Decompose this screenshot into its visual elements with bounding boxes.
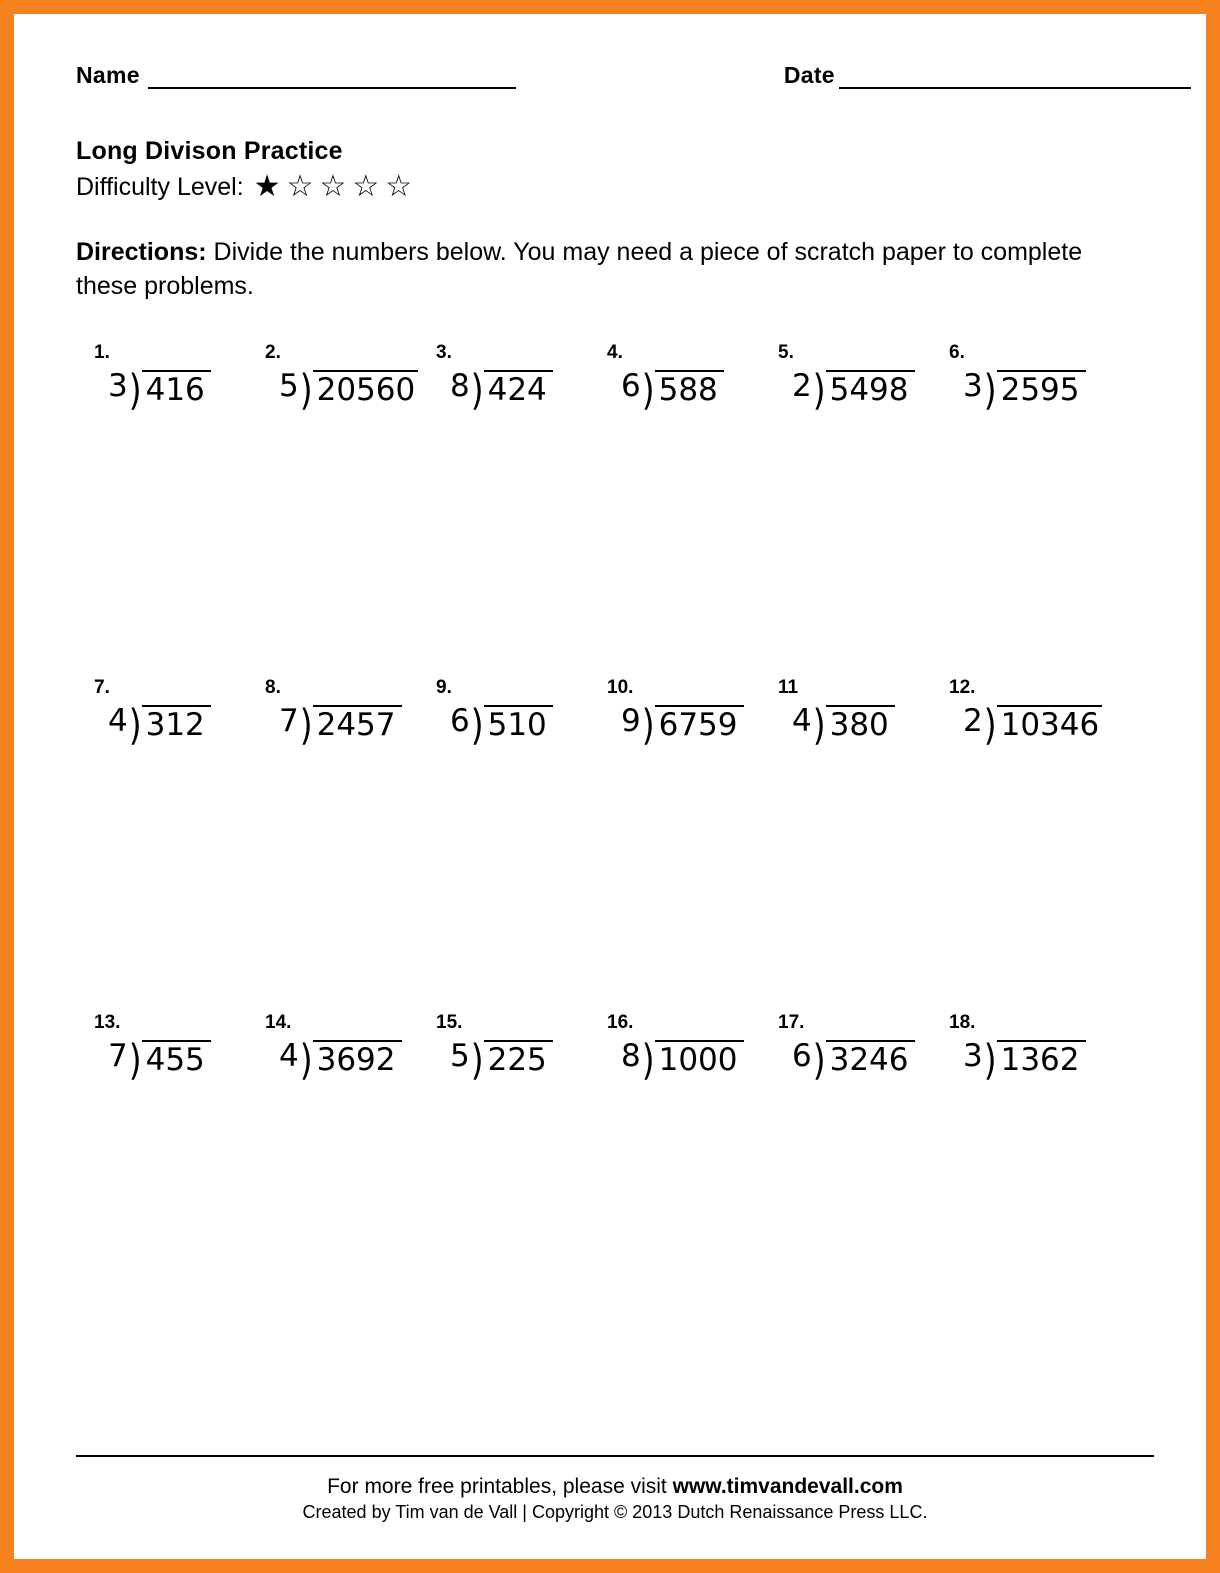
problem-cell (931, 677, 1102, 1012)
date-input-line[interactable] (839, 67, 1191, 89)
long-division-expression (792, 364, 931, 415)
divisor: 4 (792, 702, 812, 739)
star-icon-1: ★ (253, 170, 287, 203)
problem-cell (589, 677, 760, 1012)
problem-number: 5. (778, 341, 794, 363)
problem-cell (760, 677, 931, 1012)
problem-number: 17. (778, 1011, 805, 1033)
long-division-expression (450, 364, 589, 415)
long-division-expression (450, 1034, 589, 1085)
divisor: 2 (792, 367, 812, 404)
divisor: 2 (963, 702, 983, 739)
problem-number: 11 (778, 676, 799, 698)
star-icon-2: ☆ (286, 170, 320, 203)
problem-row (76, 1011, 1144, 1085)
dividend: 455 (142, 1040, 211, 1076)
problem-number: 18. (949, 1011, 976, 1033)
long-division-expression (279, 1034, 418, 1085)
problem-cell (589, 342, 760, 677)
divisor: 7 (279, 702, 299, 739)
division-bracket-icon: ) (470, 699, 484, 750)
problem-grid (76, 341, 1144, 1085)
problem-number: 2. (265, 341, 281, 363)
division-bracket-icon: ) (983, 364, 997, 415)
problem-number: 15. (436, 1011, 463, 1033)
problem-cell (418, 342, 589, 677)
division-bracket-icon: ) (299, 699, 313, 750)
dividend: 380 (826, 705, 895, 741)
date-label: Date (783, 62, 835, 88)
problem-number: 6. (949, 341, 965, 363)
difficulty-stars (254, 172, 419, 202)
divisor: 9 (621, 702, 641, 739)
division-bracket-icon: ) (299, 1034, 313, 1085)
footer-website-link[interactable]: www.timvandevall.com (672, 1475, 903, 1498)
division-bracket-icon: ) (128, 1034, 142, 1085)
division-bracket-icon: ) (128, 364, 142, 415)
footer (76, 1455, 1154, 1523)
dividend: 1362 (997, 1040, 1086, 1076)
long-division-expression (108, 699, 247, 750)
name-field-group (76, 62, 516, 89)
long-division-expression (963, 1034, 1102, 1085)
divisor: 6 (621, 367, 641, 404)
directions-label: Directions: (76, 238, 207, 266)
long-division-expression (108, 1034, 247, 1085)
problem-row (76, 677, 1144, 1012)
problem-cell (931, 1011, 1102, 1085)
star-icon-3: ☆ (319, 170, 353, 203)
problem-number: 10. (607, 676, 634, 698)
problem-number: 16. (607, 1011, 634, 1033)
long-division-expression (279, 699, 418, 750)
long-division-expression (963, 699, 1102, 750)
problem-cell (760, 1011, 931, 1085)
problem-cell (418, 677, 589, 1012)
divisor: 6 (450, 702, 470, 739)
division-bracket-icon: ) (983, 699, 997, 750)
division-bracket-icon: ) (812, 699, 826, 750)
long-division-expression (450, 699, 589, 750)
footer-divider (76, 1455, 1154, 1457)
divisor: 4 (279, 1037, 299, 1074)
problem-number: 8. (265, 676, 281, 698)
divisor: 6 (792, 1037, 812, 1074)
division-bracket-icon: ) (641, 699, 655, 750)
divisor: 5 (450, 1037, 470, 1074)
problem-cell (247, 342, 418, 677)
date-field-group (784, 62, 1191, 89)
long-division-expression (621, 699, 760, 750)
divisor: 3 (963, 367, 983, 404)
dividend: 3246 (826, 1040, 915, 1076)
problem-row (76, 342, 1144, 677)
dividend: 424 (484, 370, 553, 406)
dividend: 10346 (997, 705, 1102, 741)
division-bracket-icon: ) (470, 1034, 484, 1085)
page-title: Long Divison Practice (76, 137, 343, 165)
long-division-expression (792, 1034, 931, 1085)
problem-number: 4. (607, 341, 623, 363)
division-bracket-icon: ) (812, 364, 826, 415)
problem-cell (247, 677, 418, 1012)
long-division-expression (621, 364, 760, 415)
divisor: 8 (621, 1037, 641, 1074)
division-bracket-icon: ) (812, 1034, 826, 1085)
problem-number: 7. (94, 676, 110, 698)
problem-cell (76, 342, 247, 677)
dividend: 3692 (313, 1040, 402, 1076)
dividend: 588 (655, 370, 724, 406)
divisor: 5 (279, 367, 299, 404)
division-bracket-icon: ) (983, 1034, 997, 1085)
problem-cell (247, 1011, 418, 1085)
division-bracket-icon: ) (128, 699, 142, 750)
problem-number: 1. (94, 341, 110, 363)
division-bracket-icon: ) (299, 364, 313, 415)
dividend: 2595 (997, 370, 1086, 406)
division-bracket-icon: ) (641, 1034, 655, 1085)
dividend: 2457 (313, 705, 402, 741)
dividend: 510 (484, 705, 553, 741)
name-date-row (76, 62, 1144, 89)
problem-cell (589, 1011, 760, 1085)
long-division-expression (621, 1034, 760, 1085)
long-division-expression (963, 364, 1102, 415)
footer-copyright: Created by Tim van de Vall | Copyright © 2013 Dutch Renaissance Press LLC. (302, 1502, 928, 1522)
directions (76, 236, 1086, 304)
name-label: Name (76, 62, 140, 88)
problem-cell (931, 342, 1102, 677)
problem-number: 9. (436, 676, 452, 698)
dividend: 6759 (655, 705, 744, 741)
long-division-expression (279, 364, 418, 415)
directions-text: Divide the numbers below. You may need a piece of scratch paper to complete these problems. (76, 238, 1083, 300)
dividend: 416 (142, 370, 211, 406)
long-division-expression (792, 699, 931, 750)
divisor: 8 (450, 367, 470, 404)
problem-number: 13. (94, 1011, 121, 1033)
divisor: 7 (108, 1037, 128, 1074)
footer-printables-line (76, 1475, 1154, 1499)
problem-cell (760, 342, 931, 677)
problem-number: 3. (436, 341, 452, 363)
dividend: 1000 (655, 1040, 744, 1076)
dividend: 5498 (826, 370, 915, 406)
division-bracket-icon: ) (641, 364, 655, 415)
name-input-line[interactable] (148, 67, 516, 89)
problem-cell (418, 1011, 589, 1085)
problem-cell (76, 677, 247, 1012)
problem-cell (76, 1011, 247, 1085)
divisor: 3 (963, 1037, 983, 1074)
star-icon-5: ☆ (385, 170, 419, 203)
dividend: 20560 (313, 370, 418, 406)
dividend: 225 (484, 1040, 553, 1076)
long-division-expression (108, 364, 247, 415)
star-icon-4: ☆ (352, 170, 386, 203)
problem-number: 12. (949, 676, 976, 698)
worksheet-sheet (14, 14, 1206, 1559)
difficulty-label: Difficulty Level: (76, 172, 244, 201)
divisor: 3 (108, 367, 128, 404)
dividend: 312 (142, 705, 211, 741)
difficulty-row (76, 172, 1144, 202)
divisor: 4 (108, 702, 128, 739)
problem-number: 14. (265, 1011, 292, 1033)
footer-prefix: For more free printables, please visit (327, 1475, 673, 1498)
division-bracket-icon: ) (470, 364, 484, 415)
